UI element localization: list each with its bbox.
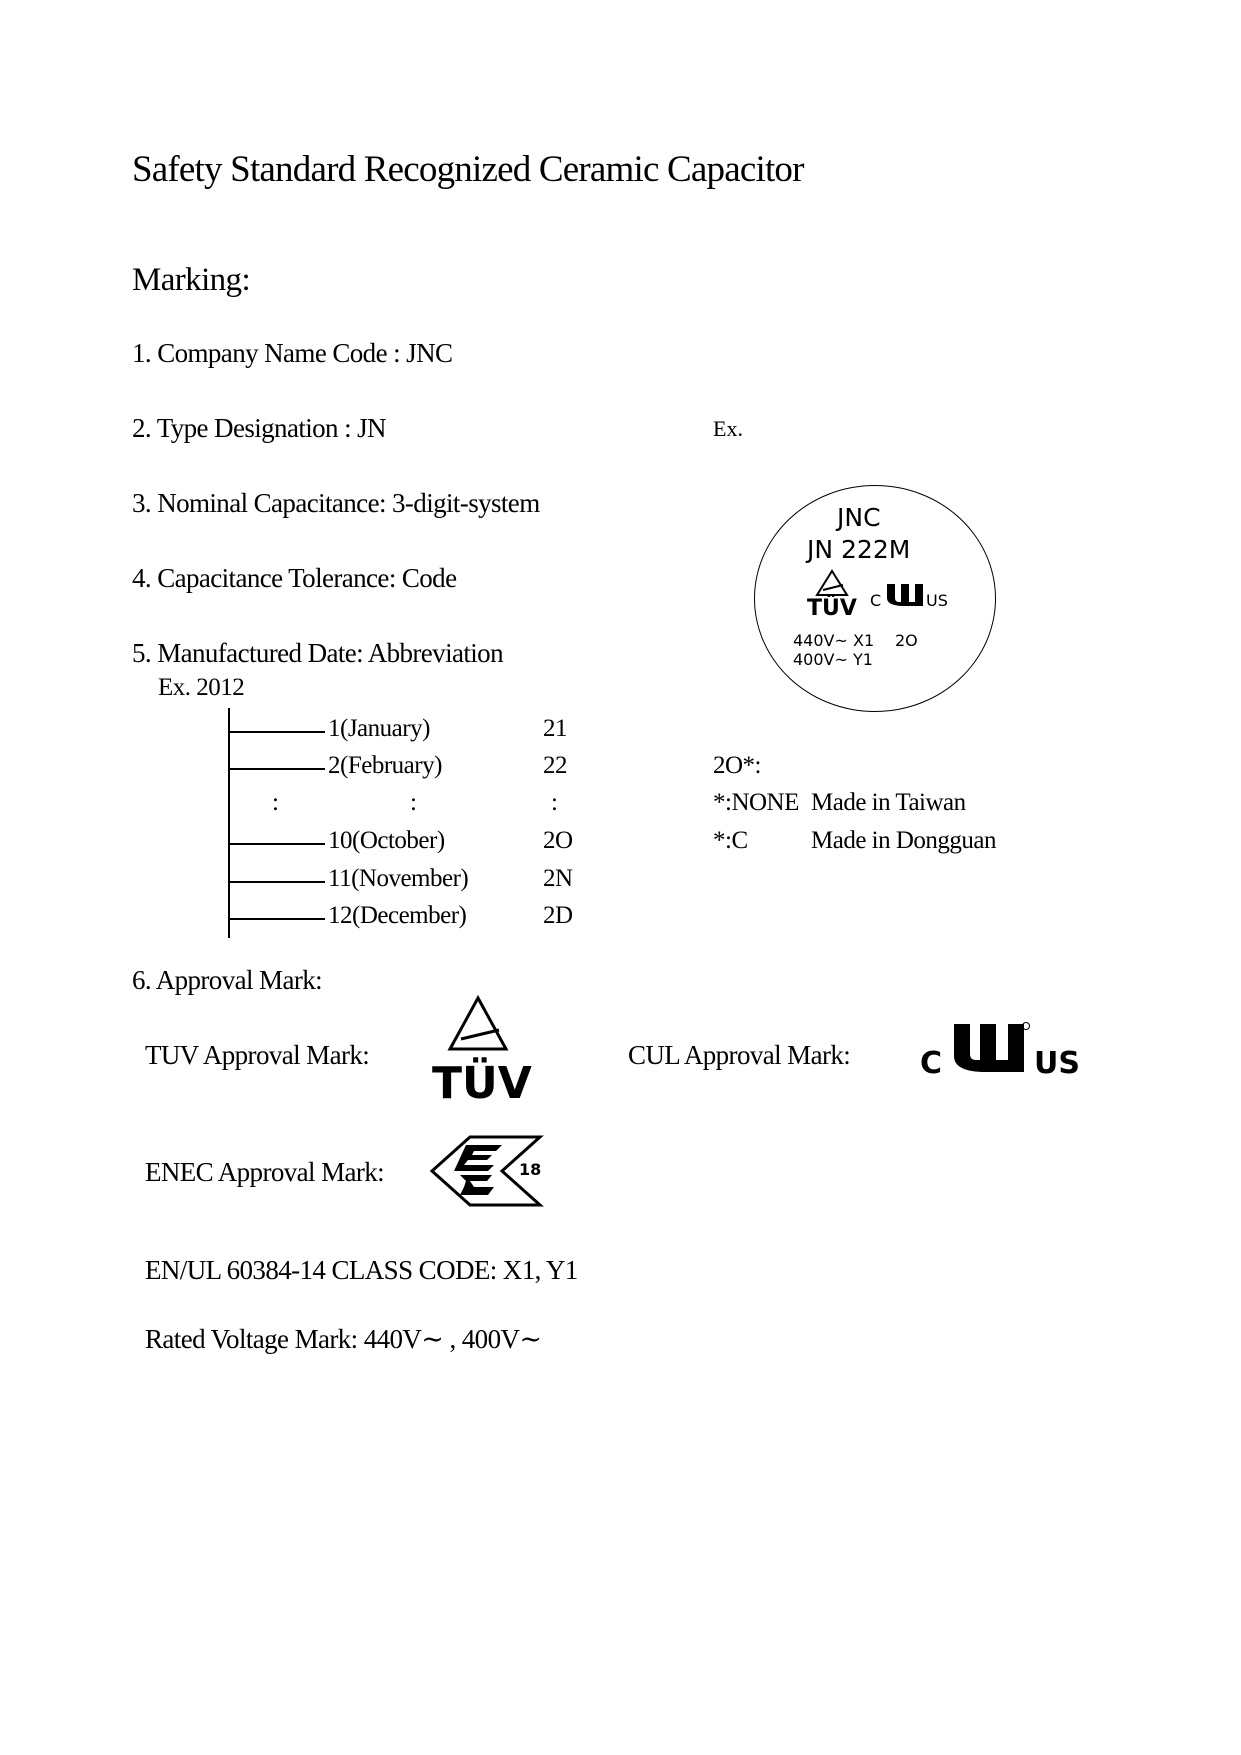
page-title: Safety Standard Recognized Ceramic Capacitor	[132, 149, 804, 190]
origin-key: *:C	[713, 827, 748, 854]
nominal-capacitance: 3. Nominal Capacitance: 3-digit-system	[132, 488, 540, 518]
disk-type: JN 222M	[807, 535, 911, 564]
month-code: 22	[543, 752, 567, 779]
tuv-triangle-icon	[815, 569, 849, 597]
cul-approval-label: CUL Approval Mark:	[628, 1040, 851, 1070]
type-designation: 2. Type Designation : JN	[132, 413, 386, 443]
date-branch	[230, 881, 325, 883]
approval-mark-heading: 6. Approval Mark:	[132, 965, 323, 995]
disk-company: JNC	[837, 503, 881, 532]
enec-number: 18	[519, 1160, 542, 1179]
month-code: 2O	[543, 827, 573, 854]
manufactured-date: 5. Manufactured Date: Abbreviation	[132, 638, 503, 668]
disk-date-code: 2O	[895, 631, 918, 650]
company-name-code: 1. Company Name Code : JNC	[132, 338, 453, 368]
disk-x1-rating: 440V~ X1	[793, 631, 875, 650]
ellipsis: :	[272, 789, 279, 816]
cul-c-text: C	[920, 1046, 943, 1081]
month-label: 11(November)	[328, 865, 469, 892]
date-branch	[230, 768, 325, 770]
class-code: EN/UL 60384-14 CLASS CODE: X1, Y1	[145, 1255, 578, 1285]
ellipsis: :	[551, 789, 558, 816]
origin-value: Made in Dongguan	[811, 827, 997, 854]
origin-key: *:NONE	[713, 789, 799, 816]
month-label: 2(February)	[328, 752, 442, 779]
capacitance-tolerance: 4. Capacitance Tolerance: Code	[132, 563, 457, 593]
disk-y1-rating: 400V~ Y1	[793, 650, 873, 669]
date-branch	[230, 843, 325, 845]
rated-voltage-mark: Rated Voltage Mark: 440V∼ , 400V∼	[145, 1324, 542, 1354]
marking-heading: Marking:	[132, 262, 251, 298]
date-example: Ex. 2012	[158, 674, 245, 701]
date-branch	[230, 731, 325, 733]
example-label: Ex.	[713, 416, 743, 441]
disk-ul-icon	[885, 582, 925, 608]
ul-logo-icon	[948, 1022, 1030, 1074]
origin-code: 2O*:	[713, 752, 761, 779]
cul-us-text: US	[1034, 1046, 1080, 1081]
origin-value: Made in Taiwan	[811, 789, 966, 816]
date-tree-line	[228, 708, 230, 938]
disk-cul-c: C	[870, 591, 882, 610]
tuv-approval-label: TUV Approval Mark:	[145, 1040, 370, 1070]
month-code: 2N	[543, 865, 573, 892]
enec-approval-label: ENEC Approval Mark:	[145, 1157, 385, 1187]
tuv-logo: TÜV	[432, 1058, 532, 1109]
ellipsis: :	[410, 789, 417, 816]
month-label: 1(January)	[328, 715, 430, 742]
disk-cul-us: US	[926, 591, 948, 610]
month-label: 10(October)	[328, 827, 445, 854]
capacitor-disk	[754, 485, 996, 712]
month-code: 21	[543, 715, 567, 742]
tuv-triangle-icon	[447, 995, 509, 1053]
month-label: 12(December)	[328, 902, 467, 929]
date-branch	[230, 918, 325, 920]
month-code: 2D	[543, 902, 573, 929]
disk-tuv-mark: TÜV	[807, 596, 857, 621]
